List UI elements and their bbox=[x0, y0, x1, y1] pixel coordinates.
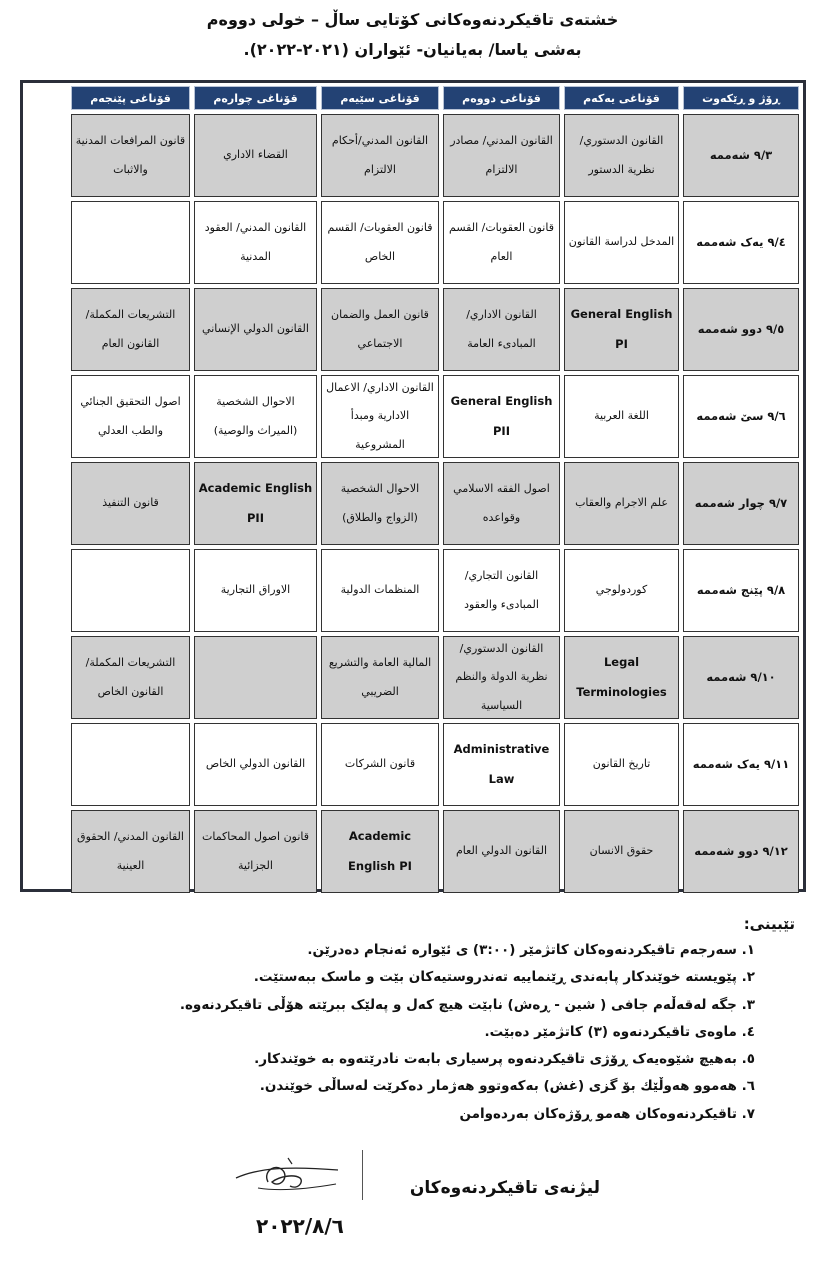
page-subtitle: بەشی یاسا/ بەیانیان- ئێواران (٢٠٢١-٢٠٢٢). bbox=[243, 40, 582, 59]
exam-cell: قانون التنفيذ bbox=[71, 462, 190, 545]
exam-cell: تاريخ القانون bbox=[564, 723, 679, 806]
exam-cell bbox=[194, 636, 317, 719]
committee-name: لیژنەی تاقیکردنەوەکان bbox=[409, 1178, 600, 1198]
notes-section bbox=[105, 915, 795, 1128]
document-date: ٢٠٢٢/٨/٦ bbox=[256, 1214, 344, 1238]
column-header-5: قۆناغی پێنجەم bbox=[71, 86, 190, 110]
exam-cell: القانون الدولي العام bbox=[443, 810, 560, 893]
day-cell: ٩/١٠ شەممە bbox=[683, 636, 799, 719]
exam-cell: القانون الدستوري/نظرية الدولة والنظم السياسية bbox=[443, 636, 560, 719]
exam-cell: كوردولوجي bbox=[564, 549, 679, 632]
note-item-5: ٥. بەهیچ شێوەیەک ڕۆژی تاقیکردنەوە پرسیاری بابەت نادرێتەوە بە خوێندکار. bbox=[254, 1051, 755, 1068]
note-item-4: ٤. ماوەی تاقیکردنەوە (٣) کاتژمێر دەبێت. bbox=[484, 1023, 755, 1040]
exam-cell: المدخل لدراسة القانون bbox=[564, 201, 679, 284]
exam-cell: علم الاجرام والعقاب bbox=[564, 462, 679, 545]
column-header-2: قۆناغی دووەم bbox=[443, 86, 560, 110]
schedule-grid bbox=[27, 86, 799, 885]
day-cell: ٩/١١ یەک شەممە bbox=[683, 723, 799, 806]
day-cell: ٩/١٢ دوو شەممە bbox=[683, 810, 799, 893]
exam-cell: الاحوال الشخصية (الزواج والطلاق) bbox=[321, 462, 439, 545]
column-header-4: قۆناغی چوارەم bbox=[194, 86, 317, 110]
exam-cell: اصول الفقه الاسلامي وقواعده bbox=[443, 462, 560, 545]
exam-cell: الاحوال الشخصية (الميراث والوصية) bbox=[194, 375, 317, 458]
exam-cell bbox=[71, 201, 190, 284]
exam-cell: القانون الدولي الإنساني bbox=[194, 288, 317, 371]
day-cell: ٩/٥ دوو شەممە bbox=[683, 288, 799, 371]
exam-cell: قانون اصول المحاكمات الجزائية bbox=[194, 810, 317, 893]
day-cell: ٩/٦ سێ شەممە bbox=[683, 375, 799, 458]
day-cell: ٩/٨ پێنج شەممە bbox=[683, 549, 799, 632]
exam-cell: القانون المدني/ العقود المدنية bbox=[194, 201, 317, 284]
exam-cell: حقوق الانسان bbox=[564, 810, 679, 893]
exam-cell: المنظمات الدولية bbox=[321, 549, 439, 632]
signature-divider bbox=[362, 1150, 363, 1200]
exam-cell: Academic English PII bbox=[194, 462, 317, 545]
exam-cell: قانون العقوبات/ القسم العام bbox=[443, 201, 560, 284]
notes-title: تێبینی: bbox=[743, 915, 795, 933]
exam-cell: المالية العامة والتشريع الضريبي bbox=[321, 636, 439, 719]
exam-schedule-table bbox=[20, 80, 806, 892]
exam-cell bbox=[71, 549, 190, 632]
exam-cell: القانون الدستوري/ نظرية الدستور bbox=[564, 114, 679, 197]
exam-cell: قانون العمل والضمان الاجتماعي bbox=[321, 288, 439, 371]
signature-icon bbox=[228, 1148, 348, 1198]
exam-cell: اصول التحقيق الجنائي والطب العدلي bbox=[71, 375, 190, 458]
exam-cell: التشريعات المكملة/ القانون الخاص bbox=[71, 636, 190, 719]
exam-cell: القانون المدني/ الحقوق العينية bbox=[71, 810, 190, 893]
exam-cell: القانون الدولي الخاص bbox=[194, 723, 317, 806]
note-item-1: ١. سەرجەم تاقیکردنەوەکان کاتژمێر (٣:٠٠) ی ئێوارە ئەنجام دەدرێن. bbox=[307, 942, 755, 958]
exam-cell: Administrative Law bbox=[443, 723, 560, 806]
note-item-6: ٦. هەموو هەوڵێك بۆ گزی (غش) بەکەوتوو هەژمار دەکرێت لەساڵی خوێندن. bbox=[259, 1078, 755, 1095]
exam-cell: General English PI bbox=[564, 288, 679, 371]
column-header-1: قۆناغی یەکەم bbox=[564, 86, 679, 110]
day-cell: ٩/٤ یەک شەممە bbox=[683, 201, 799, 284]
day-cell: ٩/٧ چوار شەممە bbox=[683, 462, 799, 545]
note-item-3: ٣. جگە لەقەڵەم جافی ( شین - ڕەش) نابێت هیچ کەل و پەلێک ببرێتە هۆڵی تاقیکردنەوە. bbox=[179, 996, 755, 1013]
exam-cell bbox=[71, 723, 190, 806]
exam-cell: القانون الاداري/ الاعمال الادارية ومبدأ المشروعية bbox=[321, 375, 439, 458]
exam-cell: Academic English PI bbox=[321, 810, 439, 893]
note-item-2: ٢. پێویستە خوێندکار پابەندی ڕێنماییە تەندروستیەکان بێت و ماسک ببەستێت. bbox=[253, 969, 755, 986]
note-item-7: ٧. تاقیکردنەوەکان هەمو ڕۆژەکان بەردەوامن bbox=[459, 1105, 755, 1122]
exam-cell: القانون الاداري/ المبادىء العامة bbox=[443, 288, 560, 371]
exam-cell: الاوراق التجارية bbox=[194, 549, 317, 632]
page-title: خشتەی تاقیکردنەوەکانی کۆتایی ساڵ – خولی دووەم bbox=[206, 10, 619, 29]
exam-cell: Legal Terminologies bbox=[564, 636, 679, 719]
column-header-0: ڕۆژ و ڕێکەوت bbox=[683, 86, 799, 110]
exam-cell: قانون المرافعات المدنية والاثبات bbox=[71, 114, 190, 197]
exam-cell: القانون المدني/ مصادر الالتزام bbox=[443, 114, 560, 197]
exam-cell: التشريعات المكملة/ القانون العام bbox=[71, 288, 190, 371]
exam-cell: قانون العقوبات/ القسم الخاص bbox=[321, 201, 439, 284]
exam-cell: قانون الشركات bbox=[321, 723, 439, 806]
exam-cell: القضاء الاداري bbox=[194, 114, 317, 197]
column-header-3: قۆناغی سێیەم bbox=[321, 86, 439, 110]
exam-cell: القانون المدني/أحكام الالتزام bbox=[321, 114, 439, 197]
exam-cell: اللغة العربية bbox=[564, 375, 679, 458]
exam-cell: القانون التجاري/ المبادىء والعقود bbox=[443, 549, 560, 632]
day-cell: ٩/٣ شەممە bbox=[683, 114, 799, 197]
exam-cell: General English PII bbox=[443, 375, 560, 458]
